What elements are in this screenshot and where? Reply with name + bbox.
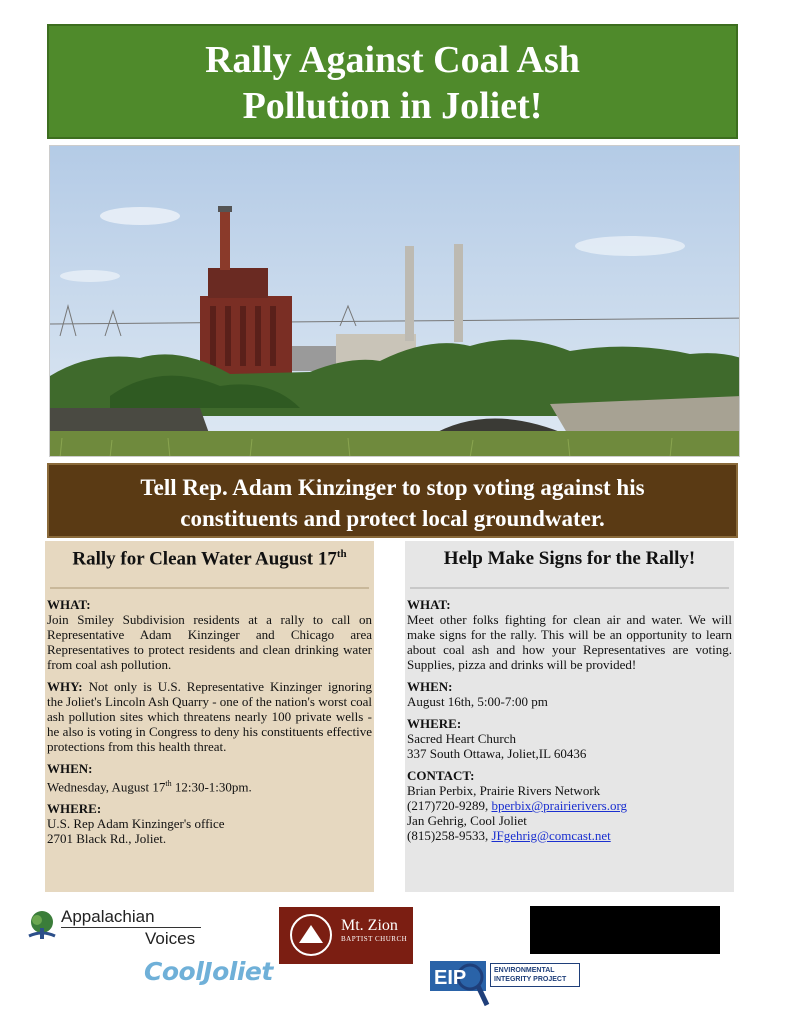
signs-heading: Help Make Signs for the Rally! [443,548,696,569]
rally-where: WHERE: U.S. Rep Adam Kinzinger's office 2701 Black Rd., Joliet. [47,801,372,846]
rally-heading: Rally for Clean Water August 17th [72,548,347,570]
why-text: Not only is U.S. Representative Kinzinger ignoring the Joliet's Lincoln Ash Quarry - one of the nation's worst coal ash pollution sites which threatens nearly 100 private wells - he also is voting in Congress to deny his constituents effective protections from this health threat. [47,679,372,754]
title-line-1: Rally Against Coal Ash [205,39,580,81]
tree-icon [27,910,57,940]
cool-joliet-logo: CoolJoliet [144,957,273,986]
cta-line-2: constituents and protect local groundwater. [180,506,605,531]
redacted-logo [530,906,720,954]
rally-what [47,597,372,672]
mt-zion-logo: Mt. Zion BAPTIST CHURCH [279,907,413,964]
appalachian-voices-logo: Appalachian Voices [27,905,177,951]
svg-text:EIP: EIP [434,967,467,989]
title-banner [47,24,738,139]
rally-column [45,541,374,892]
signs-when: WHEN: August 16th, 5:00-7:00 pm [407,679,548,709]
church-seal-icon [287,911,335,959]
power-plant-illustration [50,146,740,457]
signs-what: WHAT: Meet other folks fighting for clean air and water. We will make signs for the rally. This will be an opportunity to learn about coal ash and how your Representatives are voting. Supplies, pizza and drinks will be provided! [407,597,732,672]
eip-logo: EIP ENVIRONMENTAL INTEGRITY PROJECT [430,953,582,1011]
power-plant-photo [49,145,740,457]
magnifier-icon [430,953,490,1011]
signs-where: WHERE: Sacred Heart Church 337 South Ottawa, Joliet,IL 60436 [407,716,587,761]
signs-column [405,541,734,892]
why-label: WHY: [47,679,83,694]
rally-when: WHEN: Wednesday, August 17th 12:30-1:30pm. [47,761,372,794]
title-line-2: Pollution in Joliet! [242,85,543,127]
when-label: WHEN: [47,761,93,776]
what-text: Join Smiley Subdivision residents at a rally to call on Representative Adam Kinzinger and Chicago area Representatives to protect residents and clean drinking water from coal ash pollution. [47,612,372,672]
email-link-jfgehrig[interactable]: JFgehrig@comcast.net [491,828,611,843]
signs-contact: CONTACT: Brian Perbix, Prairie Rivers Network (217)720-9289, bperbix@prairierivers.org Jan Gehrig, Cool Joliet (815)258-9533, JFgehrig@comcast.net [407,768,628,843]
call-to-action-banner [47,463,738,538]
cta-line-1: Tell Rep. Adam Kinzinger to stop voting against his [140,475,645,500]
what-label: WHAT: [47,597,91,612]
where-label: WHERE: [47,801,102,817]
rally-why [47,679,372,754]
email-link-bperbix[interactable]: bperbix@prairierivers.org [491,798,628,813]
